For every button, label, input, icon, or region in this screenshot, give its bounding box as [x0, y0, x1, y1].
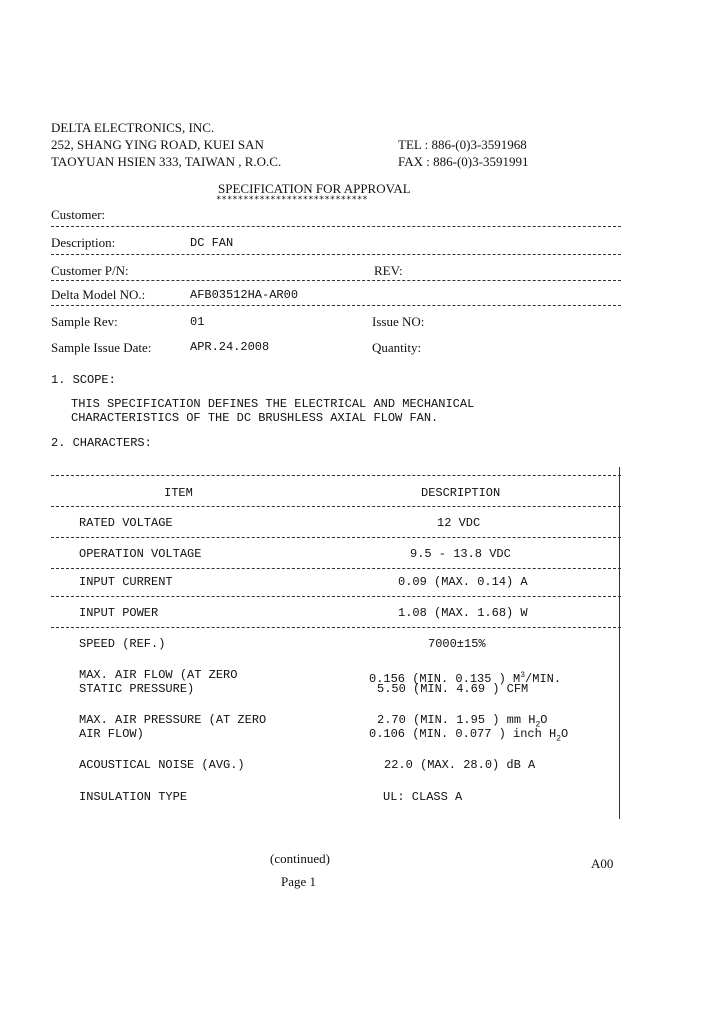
table-divider [51, 506, 621, 507]
noise-item: ACOUSTICAL NOISE (AVG.) [79, 758, 245, 772]
revision-code: A00 [591, 856, 614, 871]
scope-heading: 1. SCOPE: [51, 373, 116, 387]
divider [51, 226, 621, 227]
table-divider [51, 475, 621, 476]
pressure-desc-line-1: 2.70 (MIN. 1.95 ) mm $H_2O$ [377, 713, 548, 730]
rev-label: REV: [374, 263, 403, 278]
quantity-label: Quantity: [372, 340, 422, 355]
table-row-item: INPUT CURRENT [79, 575, 173, 589]
table-divider [51, 568, 621, 569]
airflow-desc-line-2: 5.50 (MIN. 4.69 ) CFM [377, 682, 529, 696]
model-label: Delta Model NO.: [51, 287, 146, 302]
description-label: Description: [51, 235, 116, 250]
insulation-item: INSULATION TYPE [79, 790, 188, 804]
table-right-border [619, 467, 620, 819]
insulation-desc: UL: CLASS A [383, 790, 463, 804]
document-title: SPECIFICATION FOR APPROVAL [218, 181, 411, 196]
model-value: AFB03512HA-AR00 [190, 288, 299, 302]
customer-pn-label: Customer P/N: [51, 263, 129, 278]
table-row-desc: 7000±15% [428, 637, 486, 651]
divider [51, 254, 621, 255]
pressure-desc-line-2: 0.106 (MIN. 0.077 ) inch $H_2O$ [369, 727, 569, 744]
scope-line-2: CHARACTERISTICS OF THE DC BRUSHLESS AXIAL FLOW FAN. [71, 411, 439, 425]
page-number: Page 1 [281, 874, 317, 889]
table-row-desc: 9.5 - 13.8 VDC [410, 547, 511, 561]
company-name: DELTA ELECTRONICS, INC. [51, 120, 215, 135]
sample-rev-value: 01 [190, 315, 205, 329]
pressure-item-line-2: AIR FLOW) [79, 727, 144, 741]
divider [51, 280, 621, 281]
table-row-item: OPERATION VOLTAGE [79, 547, 202, 561]
characters-heading: 2. CHARACTERS: [51, 436, 152, 450]
table-divider [51, 596, 621, 597]
sample-rev-label: Sample Rev: [51, 314, 118, 329]
sample-issue-date-value: APR.24.2008 [190, 340, 270, 354]
table-row-item: RATED VOLTAGE [79, 516, 173, 530]
continued-note: (continued) [270, 851, 330, 866]
table-row-item: INPUT POWER [79, 606, 159, 620]
table-divider [51, 537, 621, 538]
table-row-desc: 0.09 (MAX. 0.14) A [398, 575, 528, 589]
airflow-desc-line-1: 0.156 (MIN. 0.135 ) $M^3$/MIN. [369, 671, 562, 686]
divider [51, 305, 621, 306]
title-underline-stars: **************************** [216, 195, 368, 205]
address-line-1: 252, SHANG YING ROAD, KUEI SAN [51, 137, 264, 152]
table-divider [51, 627, 621, 628]
fax: FAX : 886-(0)3-3591991 [398, 154, 529, 169]
description-value: DC FAN [190, 236, 234, 250]
pressure-item-line-1: MAX. AIR PRESSURE (AT ZERO [79, 713, 267, 727]
sample-issue-date-label: Sample Issue Date: [51, 340, 152, 355]
customer-label: Customer: [51, 207, 106, 222]
noise-desc: 22.0 (MAX. 28.0) dB A [384, 758, 536, 772]
issue-no-label: Issue NO: [372, 314, 425, 329]
table-row-desc: 1.08 (MAX. 1.68) W [398, 606, 528, 620]
telephone: TEL : 886-(0)3-3591968 [398, 137, 527, 152]
address-line-2: TAOYUAN HSIEN 333, TAIWAN , R.O.C. [51, 154, 282, 169]
column-item-header: ITEM [164, 486, 193, 500]
table-row-desc: 12 VDC [437, 516, 481, 530]
table-row-item: SPEED (REF.) [79, 637, 166, 651]
airflow-item-line-2: STATIC PRESSURE) [79, 682, 195, 696]
scope-line-1: THIS SPECIFICATION DEFINES THE ELECTRICAL AND MECHANICAL [71, 397, 475, 411]
column-description-header: DESCRIPTION [421, 486, 501, 500]
airflow-item-line-1: MAX. AIR FLOW (AT ZERO [79, 668, 238, 682]
